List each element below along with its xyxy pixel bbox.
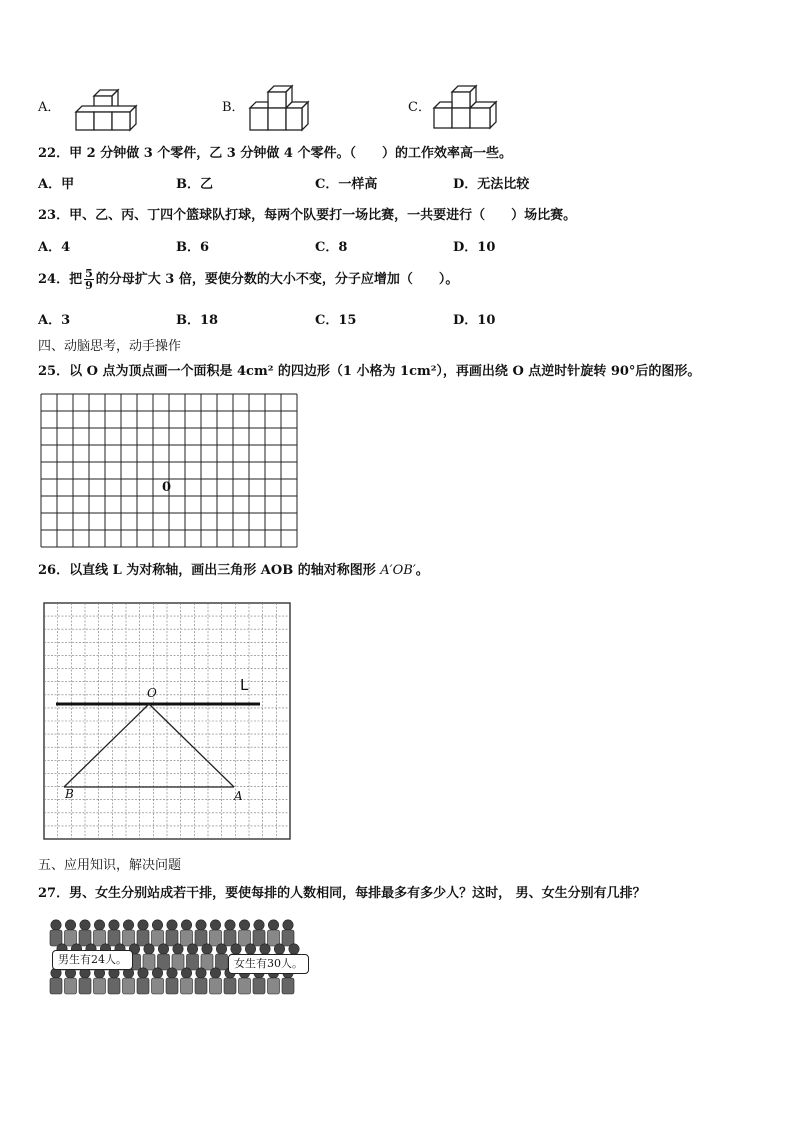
q25-grid xyxy=(40,393,298,548)
student-body xyxy=(152,978,164,994)
student-body xyxy=(181,978,193,994)
q21-option-a-label: A． xyxy=(38,100,61,115)
student-head xyxy=(152,920,162,930)
student-body xyxy=(239,930,251,946)
student-body xyxy=(195,930,207,946)
q22-option-c: C．一样高 xyxy=(315,177,378,192)
q22-option-d: D．无法比较 xyxy=(453,177,530,192)
student-body xyxy=(65,930,77,946)
student-body xyxy=(210,930,222,946)
student-head xyxy=(152,968,162,978)
student-head xyxy=(225,920,235,930)
q26-label-l: L xyxy=(240,676,249,694)
q27-girls-speech-bubble xyxy=(228,954,309,974)
student-head xyxy=(173,944,183,954)
student-head xyxy=(181,968,191,978)
student-body xyxy=(65,978,77,994)
q24-fraction-denominator: 9 xyxy=(85,279,93,292)
student-body xyxy=(108,978,120,994)
student-body xyxy=(50,978,62,994)
student-body xyxy=(224,978,236,994)
student-head xyxy=(289,944,299,954)
q21-option-b-cubes-figure xyxy=(246,84,312,132)
student-head xyxy=(187,944,197,954)
q24-stem xyxy=(38,268,458,291)
student-body xyxy=(50,930,62,946)
q26-label-a: A xyxy=(234,789,243,803)
student-body xyxy=(187,954,199,970)
q27-boys-text: 男生有24人。 xyxy=(58,953,127,966)
q23-stem: 23．甲、乙、丙、丁四个篮球队打球，每两个队要打一场比赛，一共要进行（ ）场比赛。 xyxy=(38,208,577,223)
student-body xyxy=(137,978,149,994)
student-head xyxy=(144,944,154,954)
q26-stem-text: 26．以直线 L 为对称轴，画出三角形 AOB 的轴对称图形 xyxy=(38,563,376,578)
student-head xyxy=(210,920,220,930)
student-head xyxy=(138,968,148,978)
section-4-heading: 四、动脑思考，动手操作 xyxy=(38,339,182,354)
student-head xyxy=(181,920,191,930)
q24-stem-after: 的分母扩大 3 倍，要使分数的大小不变，分子应增加（ ）。 xyxy=(95,272,459,287)
q26-stem-end: 。 xyxy=(415,563,429,578)
q24-option-b: B．18 xyxy=(176,313,219,328)
q24-fraction-numerator: 5 xyxy=(85,267,93,280)
student-body xyxy=(94,930,106,946)
student-head xyxy=(202,944,212,954)
student-body xyxy=(268,978,280,994)
q24-stem-before: 24．把 xyxy=(38,272,83,287)
q21-option-b-label: B． xyxy=(222,100,245,115)
student-head xyxy=(216,944,226,954)
student-body xyxy=(158,954,170,970)
student-head xyxy=(65,920,75,930)
student-head xyxy=(123,920,133,930)
q22-option-b: B．乙 xyxy=(176,177,213,192)
student-head xyxy=(239,920,249,930)
student-head xyxy=(231,944,241,954)
q25-point-o-label: 0 xyxy=(162,480,172,495)
q23-option-c: C．8 xyxy=(315,240,348,255)
student-head xyxy=(245,944,255,954)
student-body xyxy=(181,930,193,946)
student-body xyxy=(282,930,294,946)
q26-label-o: O xyxy=(147,686,157,700)
q24-option-c: C．15 xyxy=(315,313,357,328)
student-head xyxy=(268,920,278,930)
student-body xyxy=(195,978,207,994)
student-head xyxy=(51,920,61,930)
student-body xyxy=(152,930,164,946)
student-head xyxy=(138,920,148,930)
student-head xyxy=(254,920,264,930)
student-body xyxy=(79,930,91,946)
student-body xyxy=(210,978,222,994)
student-body xyxy=(268,930,280,946)
q23-option-b: B．6 xyxy=(176,240,210,255)
q27-girls-text: 女生有30人。 xyxy=(234,957,303,970)
q23-option-a: A．4 xyxy=(38,240,71,255)
student-body xyxy=(123,930,135,946)
q24-option-a: A．3 xyxy=(38,313,71,328)
q27-stem: 27．男、女生分别站成若干排，要使每排的人数相同，每排最多有多少人？这时， 男、女生分别有几排？ xyxy=(38,886,646,901)
q21-option-a-cubes-figure xyxy=(74,86,144,132)
section-5-heading: 五、应用知识，解决问题 xyxy=(38,858,182,873)
student-body xyxy=(239,978,251,994)
student-head xyxy=(260,944,270,954)
q22-option-a: A．甲 xyxy=(38,177,75,192)
student-body xyxy=(137,930,149,946)
q23-option-d: D．10 xyxy=(453,240,496,255)
student-body xyxy=(94,978,106,994)
student-head xyxy=(167,968,177,978)
student-head xyxy=(274,944,284,954)
student-body xyxy=(253,978,265,994)
student-body xyxy=(166,978,178,994)
q25-stem: 25．以 O 点为顶点画一个面积是 4cm² 的四边形（1 小格为 1cm²），再画出绕 O 点逆时针旋转 90°后的图形。 xyxy=(38,364,701,379)
student-body xyxy=(216,954,228,970)
student-head xyxy=(283,920,293,930)
student-body xyxy=(172,954,184,970)
q24-option-d: D．10 xyxy=(453,313,496,328)
q26-grid xyxy=(42,601,292,841)
student-head xyxy=(167,920,177,930)
q26-label-b: B xyxy=(65,787,74,801)
student-body xyxy=(143,954,155,970)
student-body xyxy=(224,930,236,946)
student-body xyxy=(282,978,294,994)
student-head xyxy=(210,968,220,978)
student-body xyxy=(253,930,265,946)
student-head xyxy=(196,920,206,930)
q26-stem xyxy=(38,563,429,579)
q26-stem-math: A′OB′ xyxy=(380,563,416,578)
student-head xyxy=(158,944,168,954)
q21-option-c-cubes-figure xyxy=(432,82,500,132)
student-head xyxy=(196,968,206,978)
q27-boys-speech-bubble xyxy=(52,950,133,970)
student-body xyxy=(166,930,178,946)
q22-stem: 22．甲 2 分钟做 3 个零件，乙 3 分钟做 4 个零件。（ ）的工作效率高一些。 xyxy=(38,146,512,161)
student-head xyxy=(94,920,104,930)
q24-fraction xyxy=(84,268,94,291)
student-body xyxy=(201,954,213,970)
q21-option-c-label: C． xyxy=(408,100,431,115)
student-head xyxy=(80,920,90,930)
student-body xyxy=(123,978,135,994)
student-body xyxy=(108,930,120,946)
student-head xyxy=(109,920,119,930)
student-body xyxy=(79,978,91,994)
